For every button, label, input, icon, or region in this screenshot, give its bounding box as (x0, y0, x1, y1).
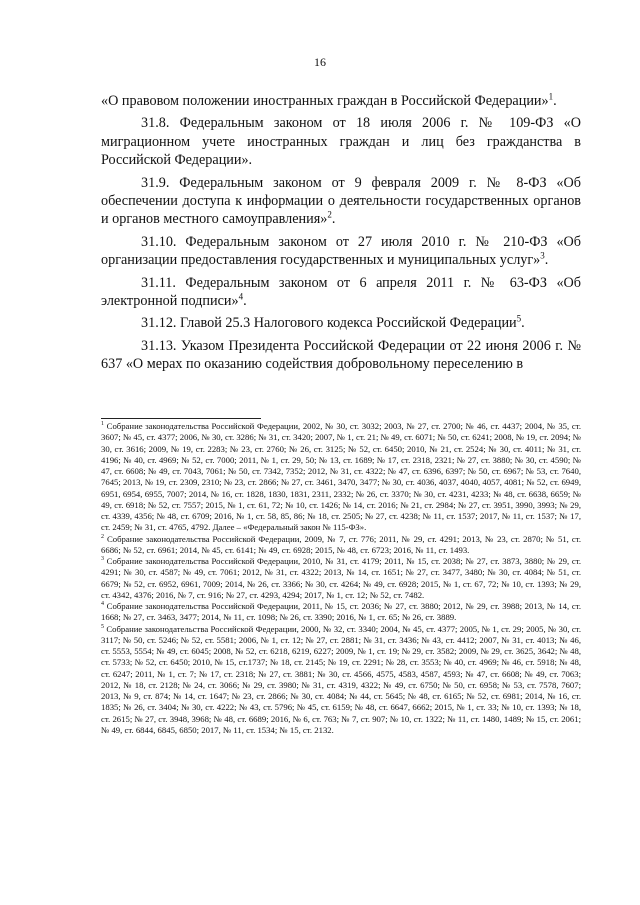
footnote-ref-2[interactable]: 2 (327, 209, 332, 220)
footnote-ref-5[interactable]: 5 (516, 313, 522, 324)
paragraph-31-11: 31.11. Федеральным законом от 6 апреля 2011 г. № 63-ФЗ «Об электронной подписи»$^4$. (101, 274, 581, 310)
paragraph-31-9: 31.9. Федеральным законом от 9 февраля 2009 г. № 8-ФЗ «Об обеспечении доступа к информации о деятельности государственных органов и органов местного самоуправления»$^2$. (101, 174, 581, 228)
footnote-mark: 2 (101, 533, 104, 540)
footnote-mark: 4 (101, 601, 104, 608)
footnote-mark: 5 (101, 623, 104, 630)
paragraph-31-12: 31.12. Главой 25.3 Налогового кодекса Российской Федерации$^5$. (141, 313, 525, 332)
footnote-5: $^5$ Собрание законодательства Российской Федерации, 2000, № 32, ст. 3340; 2004, № 45, ст. 4377; 2005, № 1, ст. 29; 2005, № 30, ст. 3117; № 50, ст. 5246; № 52, ст. 5581; 2006, № 1, ст. 12; № 27, ст. 2881; № 31, ст. 3436; № 43, ст. 4412; 2007, № 31, ст. 4013; № 46, ст. 5553, 5554; № 49, ст. 6045; 2008, № 52, ст. 6218, 6219, 6227; 2009, № 1, ст. 19; № 29, ст. 3582; 2009, № 29, ст. 3625, 3642; № 48, ст. 5733; № 52, ст. 6450; 2010, № 15, ст.1737; № 18, ст. 2145; № 19, ст. 2291; № 28, ст. 3553; № 40, ст. 4969; № 46, ст. 5918; № 48, ст. 6247; 2011, № 1, ст. 7; № 17, ст. 2318; № 27, ст. 3881; № 30, ст. 4566, 4575, 4583, 4587, 4593; № 47, ст. 6608; № 49, ст. 7063; 2012, № 18, ст. 2128; № 24, ст. 3066; № 29, ст. 3980; № 31, ст. 4319, 4322; № 49, ст. 6750; № 50, ст. 6958; № 53, ст. 7578, 7607; 2013, № 9, ст. 874; № 14, ст. 1647; № 23, ст. 2866; № 30, ст. 4084; № 44, ст. 5645; № 48, ст. 6165; № 52, ст. 6981; 2014, № 16, ст. 1835; № 26, ст. 3404; № 30, ст. 4222; № 43, ст. 5796; № 45, ст. 6159; № 48, ст. 6647, 6662; 2015, № 1, ст. 33; № 10, ст. 1393; № 18, ст. 2615; № 27, ст. 3948, 3968; № 48, ст. 6689; 2016, № 6, ст. 763; № 7, ст. 907; № 10, ст. 1322; № 11, ст. 1480, 1489; № 15, ст. 2061; № 49, ст. 6844, 6845, 6850; 2017, № 11, ст. 1534; № 15, ст. 2132. (101, 623, 581, 735)
footnote-ref-1[interactable]: 1 (548, 91, 554, 102)
paragraph-31-7-continuation: «О правовом положении иностранных граждан в Российской Федерации»$^1$. (101, 91, 557, 109)
paragraph-31-8: 31.8. Федеральным законом от 18 июля 2006 г. № 109-ФЗ «О миграционном учете иностранных граждан и лиц без гражданства в Российской Федерации». (101, 115, 581, 169)
footnote-divider (101, 418, 261, 419)
paragraph-31-10: 31.10. Федеральным законом от 27 июля 2010 г. № 210-ФЗ «Об организации предоставления государственных и муниципальных услуг»$^3$. (101, 233, 581, 269)
footnote-ref-3[interactable]: 3 (540, 250, 545, 261)
footnote-4: $^4$ Собрание законодательства Российской Федерации, 2011, № 15, ст. 2036; № 27, ст. 3880; 2012, № 29, ст. 3988; 2013, № 14, ст. 1668; № 27, ст. 3463, 3477; 2014, № 11, ст. 1098; № 26, ст. 3390; 2016, № 1, ст. 65; № 26, ст. 3889. (101, 601, 582, 623)
footnote-2: $^2$ Собрание законодательства Российской Федерации, 2009, № 7, ст. 776; 2011, № 29, ст. 4291; 2013, № 23, ст. 2870; № 51, ст. 6686; № 52, ст. 6961; 2014, № 45, ст. 6141; № 49, ст. 6928; 2015, № 48, ст. 6723; 2016, № 11, ст. 1493. (101, 533, 582, 555)
footnote-mark: 3 (101, 556, 104, 563)
footnote-mark: 1 (101, 421, 104, 428)
footnotes (101, 421, 581, 736)
page-number: 16 (314, 55, 326, 69)
footnote-3: $^3$ Собрание законодательства Российской Федерации, 2010, № 31, ст. 4179; 2011, № 15, ст. 2038; № 27, ст. 3873, 3880; № 29, ст. 4291; № 30, ст. 4587; № 49, ст. 7061; 2012, № 31, ст. 4322; 2013, № 14, ст. 1651; № 27, ст. 3477, 3480; № 30, ст. 4084; № 51, ст. 6679; № 52, ст. 6952, 6961, 7009; 2014, № 26, ст. 3366; № 30, ст. 4264; № 49, ст. 6928; 2015, № 1, ст. 67, 72; № 10, ст. 1393; № 29, ст. 4342, 4376; 2016, № 7, ст. 916; № 27, ст. 4293, 4294; 2017, № 1, ст. 12; № 52, ст. 7482. (101, 556, 582, 600)
footnote-1: $^1$ Собрание законодательства Российской Федерации, 2002, № 30, ст. 3032; 2003, № 27, ст. 2700; № 46, ст. 4437; 2004, № 35, ст. 3607; № 45, ст. 4377; 2006, № 30, ст. 3286; № 31, ст. 3420; 2007, № 1, ст. 21; № 49, ст. 6071; № 50, ст. 6241; 2008, № 19, ст. 2094; № 30, ст. 3616; 2009, № 19, ст. 2283; № 23, ст. 2760; № 26, ст. 3125; № 52, ст. 6450; 2010, № 21, ст. 2524; № 30, ст. 4011; № 31, ст. 4196; № 40, ст. 4969; № 52, ст. 7000; 2011, № 1, ст. 29, 50; № 13, ст. 1689; № 17, ст. 2318, 2321; № 27, ст. 3880; № 30, ст. 4590; № 47, ст. 6608; № 49, ст. 7043, 7061; № 50, ст. 7342, 7352; 2012, № 31, ст. 4322; № 47, ст. 6396, 6397; № 50, ст. 6967; № 53, ст. 7640, 7645; 2013, № 19, ст. 2309, 2310; № 23, ст. 2866; № 27, ст. 3461, 3470, 3477; № 30, ст. 4036, 4037, 4040, 4057, 4081; № 52, ст. 6949, 6951, 6954, 6955, 7007; 2014, № 16, ст. 1828, 1830, 1831, 2311, 2332; № 26, ст. 3370; № 30, ст. 4231, 4233; № 48, ст. 6638, 6659; № 49, ст. 6918; № 52, ст. 7557; 2015, № 1, ст. 61, 72; № 10, ст. 1426; № 14, ст. 2016; № 21, ст. 2984; № 27, ст. 3951, 3990, 3993; № 29, ст. 4339, 4356; № 48, ст. 6709; 2016, № 1, ст. 58, 85, 86; № 18, ст. 2505; № 27, ст. 4238; № 11, ст. 1537; 2017, № 11, ст. 1537; № 17, ст. 2459; № 31, ст. 4765, 4792. Далее – «Федеральный закон № 115-ФЗ». (101, 421, 582, 533)
footnote-ref-4[interactable]: 4 (238, 291, 244, 302)
main-text (101, 92, 581, 374)
paragraph-31-13: 31.13. Указом Президента Российской Федерации от 22 июня 2006 г. № 637 «О мерах по оказанию содействия добровольному переселению в (101, 337, 581, 373)
